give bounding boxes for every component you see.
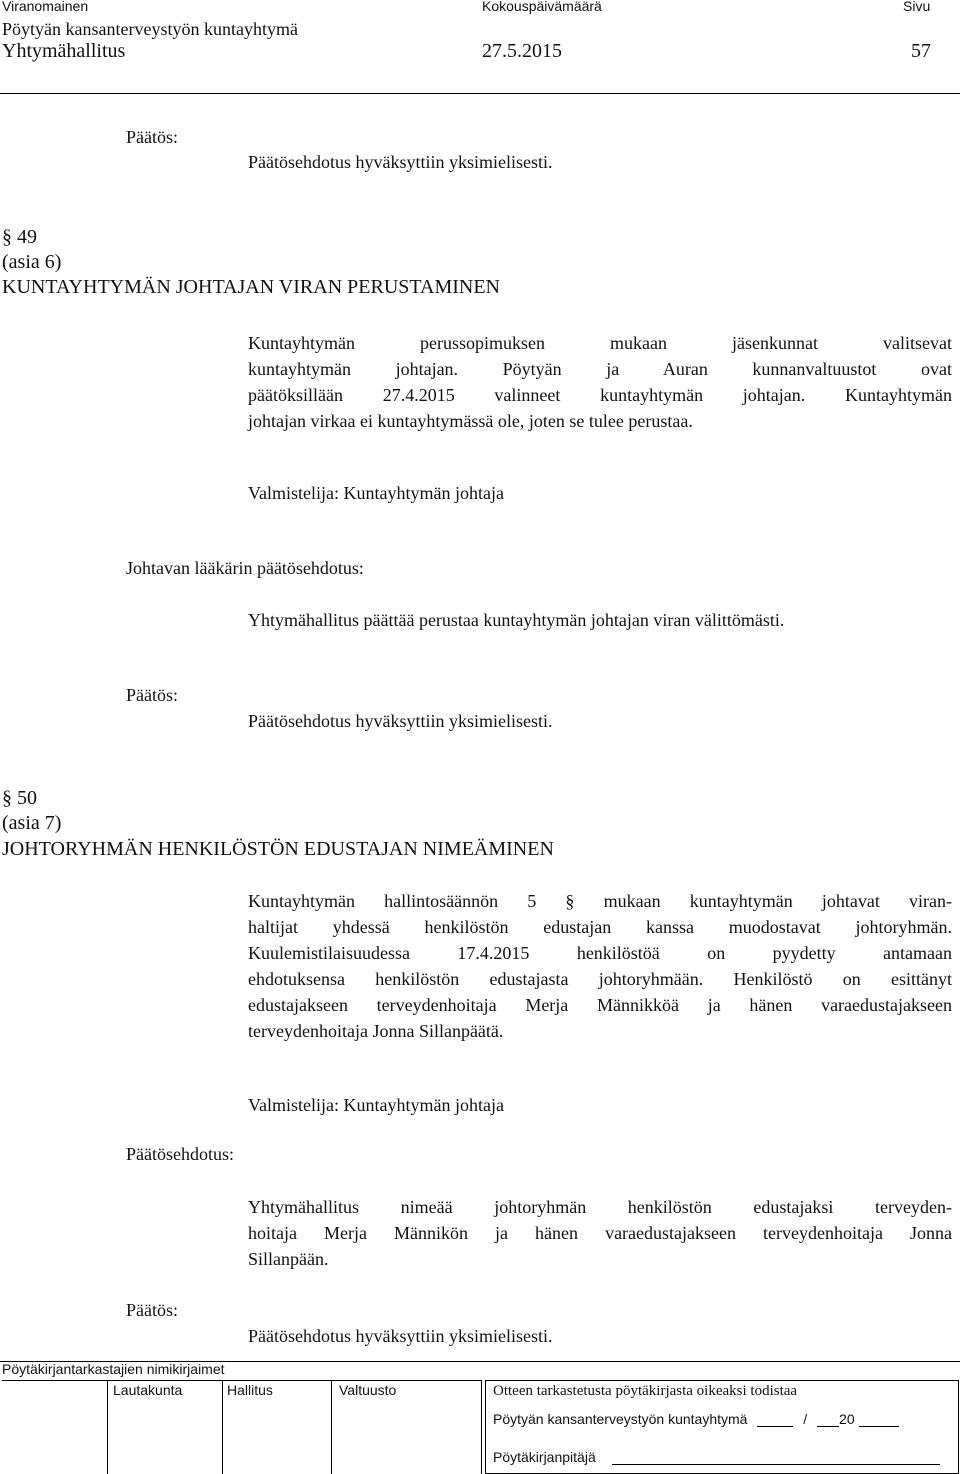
record-keeper-label: Pöytäkirjanpitäjä [493, 1449, 596, 1465]
initials-divider [107, 1380, 108, 1474]
section-49-number [2, 226, 37, 249]
header-page-label: Sivu [903, 0, 931, 14]
section-49-title: KUNTAYHTYMÄN JOHTAJAN VIRAN PERUSTAMINEN [2, 276, 500, 298]
initials-col-hallitus: Hallitus [227, 1382, 273, 1398]
proposal-line: Yhtymähallitus nimeää johtoryhmän henkilöstön edustajaksi terveyden- [248, 1197, 952, 1217]
initials-divider [481, 1380, 482, 1474]
signature-blank [612, 1450, 940, 1465]
section-49-proposal-label: Johtavan lääkärin päätösehdotus: [126, 558, 364, 578]
section-number: 49 [17, 226, 37, 248]
body-line: kuntayhtymän johtajan. Pöytyän ja Auran kunnanvaltuustot ovat [248, 359, 952, 379]
initials-divider [331, 1380, 332, 1474]
header-organization: Pöytyän kansanterveystyön kuntayhtymä [2, 19, 298, 39]
header-body: Yhtymähallitus [2, 40, 126, 62]
proposal-line: Sillanpään. [248, 1249, 329, 1269]
footer-initials-label: Pöytäkirjantarkastajien nimikirjaimet [2, 1361, 225, 1377]
section-50-decision-text: Päätösehdotus hyväksyttiin yksimielisesti. [248, 1326, 553, 1346]
section-49-asia: (asia 6) [2, 251, 62, 273]
body-line: Kuntayhtymän hallintosäännön 5 § mukaan kuntayhtymän johtavat viran- [248, 891, 952, 911]
record-keeper-line [493, 1449, 940, 1465]
signature-blank [757, 1412, 793, 1427]
signature-blank [817, 1412, 839, 1427]
header-authority-label: Viranomainen [2, 0, 89, 14]
section-50-title: JOHTORYHMÄN HENKILÖSTÖN EDUSTAJAN NIMEÄMINEN [2, 838, 554, 860]
signature-blank [859, 1412, 899, 1427]
body-line: ehdotuksensa henkilöstön edustajasta johtoryhmään. Henkilöstö on esittänyt [248, 969, 952, 989]
header-page-number: 57 [911, 40, 931, 62]
header-date: 27.5.2015 [482, 40, 562, 62]
section-50-asia: (asia 7) [2, 812, 62, 834]
certification-org: Pöytyän kansanterveystyön kuntayhtymä [493, 1411, 748, 1427]
section-49-body [248, 330, 952, 434]
body-line: edustajakseen terveydenhoitaja Merja Männikköä ja hänen varaedustajakseen [248, 995, 952, 1015]
proposal-line: hoitaja Merja Männikön ja hänen varaedustajakseen terveydenhoitaja Jonna [248, 1223, 952, 1243]
initials-col-lautakunta: Lautakunta [113, 1382, 183, 1398]
section-sign-icon: § [2, 226, 12, 248]
section-49-decision-label: Päätös: [126, 685, 178, 705]
initials-divider [222, 1380, 223, 1474]
body-line: Kuulemistilaisuudessa 17.4.2015 henkilöstöä on pyydetty antamaan [248, 943, 952, 963]
body-line: johtajan virkaa ei kuntayhtymässä ole, joten se tulee perustaa. [248, 411, 693, 431]
body-line: päätöksillään 27.4.2015 valinneet kuntayhtymän johtajan. Kuntayhtymän [248, 385, 952, 405]
body-line: Kuntayhtymän perussopimuksen mukaan jäsenkunnat valitsevat [248, 333, 952, 353]
body-line: terveydenhoitaja Jonna Sillanpäätä. [248, 1021, 504, 1041]
section-50-decision-label: Päätös: [126, 1300, 178, 1320]
section-number: 50 [17, 787, 37, 809]
date-slash: / [803, 1411, 808, 1427]
certification-org-line [493, 1411, 899, 1427]
certification-text: Otteen tarkastetusta pöytäkirjasta oikeaksi todistaa [493, 1383, 798, 1399]
decision-text: Päätösehdotus hyväksyttiin yksimielisesti. [248, 152, 553, 172]
initials-top-rule [2, 1380, 482, 1381]
section-sign-icon: § [2, 787, 12, 809]
year-prefix: 20 [839, 1411, 855, 1427]
section-50-proposal [248, 1194, 952, 1272]
decision-label: Päätös: [126, 127, 178, 147]
section-49-proposal-text: Yhtymähallitus päättää perustaa kuntayhtymän johtajan viran välittömästi. [248, 610, 785, 630]
initials-col-valtuusto: Valtuusto [339, 1382, 397, 1398]
header-divider [0, 93, 960, 94]
section-49-decision-text: Päätösehdotus hyväksyttiin yksimielisesti. [248, 711, 553, 731]
body-line: haltijat yhdessä henkilöstön edustajan kanssa muodostavat johtoryhmän. [248, 917, 952, 937]
section-50-proposal-label: Päätösehdotus: [126, 1144, 234, 1164]
section-50-preparer: Valmistelija: Kuntayhtymän johtaja [248, 1095, 504, 1115]
header-date-label: Kokouspäivämäärä [482, 0, 602, 14]
section-50-number [2, 787, 37, 810]
section-50-body [248, 888, 952, 1044]
section-49-preparer: Valmistelija: Kuntayhtymän johtaja [248, 483, 504, 503]
